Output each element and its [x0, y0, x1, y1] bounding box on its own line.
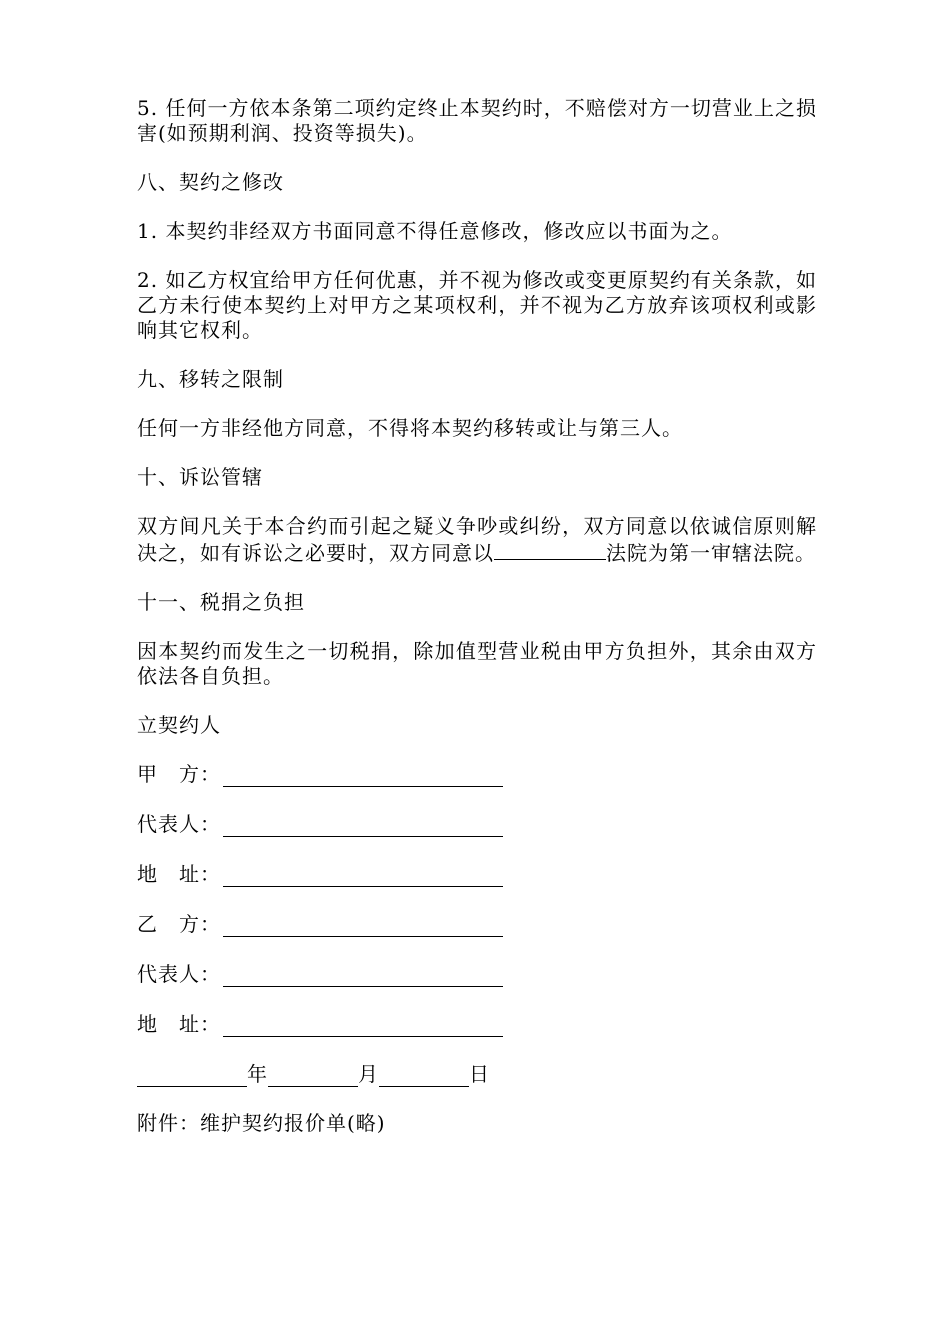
signature-blank-line — [223, 916, 503, 937]
document-page — [137, 96, 817, 1160]
court-name-blank — [494, 539, 606, 560]
section-heading-8: 八、契约之修改 — [137, 170, 284, 194]
attachment-note: 附件：维护契约报价单(略) — [137, 1111, 386, 1135]
year-blank — [137, 1066, 247, 1087]
clause-11: 因本契约而发生之一切税捐，除加值型营业税由甲方负担外，其余由双方依法各自负担。 — [137, 639, 817, 688]
signature-blank-line — [223, 866, 503, 887]
signature-row-party-a-rep — [137, 812, 817, 837]
section-heading-9: 九、移转之限制 — [137, 367, 284, 391]
clause-8-1: 1. 本契约非经双方书面同意不得任意修改，修改应以书面为之。 — [137, 219, 733, 243]
clause-8-2: 2. 如乙方权宜给甲方任何优惠，并不视为修改或变更原契约有关条款，如乙方未行使本契约上对甲方之某项权利，并不视为乙方放弃该项权利或影响其它权利。 — [137, 268, 817, 342]
clause-10-text-b: 法院为第一审辖法院。 — [606, 541, 816, 565]
year-label: 年 — [247, 1062, 268, 1086]
clause-10-text-a: 双方间凡关于本合约而引起之疑义争吵或纠纷，双方同意以依诚信原则解决之，如有诉讼之必要时，双方同意以 — [137, 514, 817, 565]
signature-blank-line — [223, 966, 503, 987]
clause-9: 任何一方非经他方同意，不得将本契约移转或让与第三人。 — [137, 416, 683, 440]
signature-blank-line — [223, 1016, 503, 1037]
day-blank — [379, 1066, 469, 1087]
signature-row-party-b-rep — [137, 962, 817, 987]
signature-row-party-a — [137, 762, 817, 787]
signature-label: 地 址： — [137, 862, 221, 886]
clause-7-5: 5. 任何一方依本条第二项约定终止本契约时，不赔偿对方一切营业上之损害(如预期利润、投资等损失)。 — [137, 96, 817, 145]
signature-label: 代表人： — [137, 812, 221, 836]
month-blank — [268, 1066, 358, 1087]
clause-10 — [137, 514, 817, 566]
month-label: 月 — [358, 1062, 379, 1086]
day-label: 日 — [469, 1062, 490, 1086]
section-heading-10: 十、诉讼管辖 — [137, 465, 263, 489]
signature-row-party-a-address — [137, 862, 817, 887]
signature-label: 甲 方： — [137, 762, 221, 786]
signature-title: 立契约人 — [137, 713, 221, 737]
signature-blank-line — [223, 816, 503, 837]
signature-row-party-b — [137, 912, 817, 937]
signature-label: 乙 方： — [137, 912, 221, 936]
date-row — [137, 1062, 817, 1087]
signature-blank-line — [223, 766, 503, 787]
signature-label: 地 址： — [137, 1012, 221, 1036]
section-heading-11: 十一、税捐之负担 — [137, 590, 305, 614]
signature-label: 代表人： — [137, 962, 221, 986]
signature-row-party-b-address — [137, 1012, 817, 1037]
